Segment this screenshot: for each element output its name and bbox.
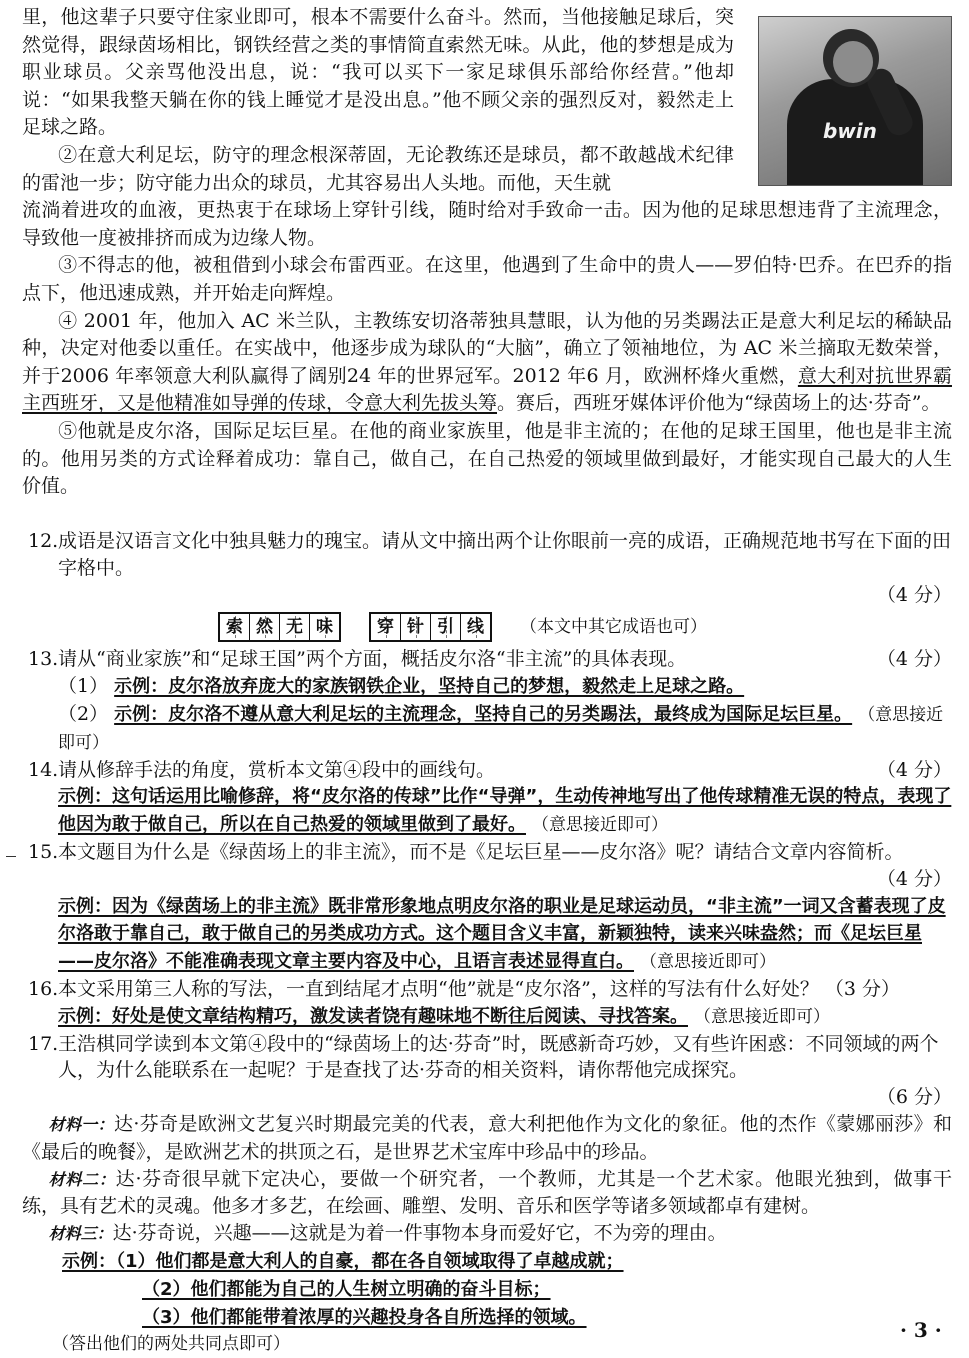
material-1 (22, 1111, 952, 1166)
question-points: （4 分） (876, 583, 952, 606)
question-14 (22, 757, 952, 784)
article-paragraph-1: 里，他这辈子只要守住家业即可，根本不需要什么奋斗。然而，当他接触足球后，突然觉得，跟绿茵场相比，钢铁经营之类的事情简直索然无味。从此，他的梦想是成为职业球员。父亲骂他没出息，说：“我可以买下一家足球俱乐部给你经营。”他却说：“如果我整天躺在你的钱上睡觉才是没出息。”他不顾父亲的强烈反对，毅然走上足球之路。 (22, 6, 734, 139)
p4-text-a: ④ 2001 年，他加入 AC 米兰队，主教练安切洛蒂独具慧眼，认为他的另类踢法正是意大利足坛的稀缺品种，决定对他委以重任。在实战中，他逐步成为球队的“大脑”，确立了领袖地位，为 AC 米兰摘取无数荣誉，并于2006 年率领意大利队赢得了阔别24 年的世界冠军。2012 年6 月，欧洲杯烽火重燃， (22, 309, 952, 387)
question-text: 请从“商业家族”和“足球王国”两个方面，概括皮尔洛“非主流”的具体表现。 (58, 648, 687, 671)
grid-cell: 然 (250, 614, 280, 640)
article-paragraph-2a: ②在意大利足坛，防守的理念根深蒂固，无论教练还是球员，都不敢越战术纪律的雷池一步；防守能力出众的球员，尤其容易出人头地。而他，天生就 (22, 143, 734, 194)
material-label: 材料一： (48, 1114, 114, 1134)
material-label: 材料二： (48, 1169, 116, 1189)
material-text: 达·芬奇是欧洲文艺复兴时期最完美的代表，意大利把他作为文化的象征。他的杰作《蒙娜丽莎》和《最后的晚餐》，是欧洲艺术的拱顶之石，是世界艺术宝库中珍品中的珍品。 (22, 1112, 952, 1163)
material-text: 达·芬奇很早就下定决心，要做一个研究者，一个教师，尤其是一个艺术家。他眼光独到，做事干练，具有艺术的灵魂。他多才多艺，在绘画、雕塑、发明、音乐和医学等诸多领域都卓有建树。 (22, 1167, 952, 1218)
idiom-grid-2 (369, 612, 492, 642)
question-section (22, 528, 952, 1358)
material-2 (22, 1166, 952, 1221)
question-points: （6 分） (876, 1086, 952, 1109)
q17-answer-1: 示例：（1）他们都是意大利人的自豪，都在各自领域取得了卓越成就； (62, 1250, 624, 1272)
p4-text-b: 。赛后，西班牙媒体评价他为“绿茵场上的达·芬奇”。 (497, 392, 941, 415)
idiom-grid-row (218, 612, 952, 642)
material-3 (22, 1220, 952, 1248)
answer-text: 示例：好处是使文章结构精巧，激发读者饶有趣味地不断往后阅读、寻找答案。 (58, 1005, 688, 1027)
question-17 (22, 1031, 952, 1111)
question-number: 12. (28, 530, 59, 552)
page-number: · 3 · (900, 1318, 942, 1342)
grid-note: （本文中其它成语也可） (520, 616, 707, 637)
margin-mark (6, 856, 16, 857)
q15-answer (22, 893, 952, 976)
answer-text: 示例：这句话运用比喻修辞，将“皮尔洛的传球”比作“导弹”，生动传神地写出了他传球精准无误的特点，表现了他因为敢于做自己，所以在自己热爱的领域里做到了最好。 (58, 786, 952, 836)
question-number: 15. (28, 840, 59, 863)
q17-footer-note: （答出他们的两处共同点即可） (52, 1334, 290, 1355)
q16-answer (22, 1003, 952, 1031)
answer-note: （意思接近即可） (58, 704, 944, 753)
answer-note: （意思接近即可） (640, 952, 777, 973)
question-12 (22, 528, 952, 608)
answer-text: 示例：皮尔洛不遵从意大利足坛的主流理念，坚持自己的另类踢法，最终成为国际足坛巨星。 (114, 703, 853, 725)
question-text: 成语是汉语言文化中独具魅力的瑰宝。请从文中摘出两个让你眼前一亮的成语，正确规范地书写在下面的田字格中。 (58, 530, 952, 579)
material-label: 材料三： (48, 1224, 113, 1244)
question-points: （3 分） (824, 977, 901, 1000)
question-number: 13. (28, 648, 59, 671)
answer-label: （2） (58, 702, 109, 725)
q14-answer (22, 783, 952, 839)
question-number: 14. (28, 758, 59, 781)
grid-cell: 线 (461, 614, 490, 640)
grid-cell: 穿 (371, 614, 401, 640)
question-text: 本文采用第三人称的写法，一直到结尾才点明“他”就是“皮尔洛”，这样的写法有什么好处？ (58, 977, 819, 1000)
question-15 (22, 839, 952, 893)
question-text: 王浩棋同学读到本文第④段中的“绿茵场上的达·芬奇”时，既感新奇巧妙，又有些许困惑：不同领域的两个人，为什么能联系在一起呢？于是查找了达·芬奇的相关资料，请你帮他完成探究。 (58, 1032, 939, 1082)
grid-cell: 索 (220, 614, 250, 640)
question-points: （4 分） (876, 648, 952, 671)
question-points: （4 分） (876, 867, 952, 890)
answer-text: 示例：皮尔洛放弃庞大的家族钢铁企业，坚持自己的梦想，毅然走上足球之路。 (114, 676, 745, 698)
answer-text: 示例：因为《绿茵场上的非主流》既非常形象地点明皮尔洛的职业是足球运动员，“非主流”一词又含蓄表现了皮尔洛敢于靠自己，敢于做自己的另类成功方式。这个题目含义丰富，新颖独特，读来兴味盎然；而《足坛巨星——皮尔洛》不能准确表现文章主要内容及中心，且语言表述显得直白。 (58, 895, 946, 973)
photo-sponsor-text: bwin (823, 119, 877, 143)
q17-answer-3: （3）他们都能带着浓厚的兴趣投身各自所选择的领域。 (142, 1306, 587, 1328)
article-paragraph-4 (22, 308, 952, 418)
question-13 (22, 646, 952, 673)
q17-answers (22, 1248, 952, 1331)
article-paragraph-5: ⑤他就是皮尔洛，国际足坛巨星。在他的商业家族里，他是非主流的；在他的足球王国里，他也是非主流的。他用另类的方式诠释着成功：靠自己，做自己，在自己热爱的领域里做到最好，才能实现自己最大的人生价值。 (22, 419, 952, 498)
article-paragraph-2b: 流淌着进攻的血液，更热衷于在球场上穿针引线，随时给对手致命一击。因为他的足球思想违背了主流理念，导致他一度被排挤而成为边缘人物。 (22, 199, 952, 249)
article-body (22, 4, 952, 501)
answer-note: （意思接近即可） (694, 1006, 831, 1027)
question-points: （4 分） (876, 758, 952, 781)
question-text: 本文题目为什么是《绿茵场上的非主流》，而不是《足坛巨星——皮尔洛》呢？请结合文章内容简析。 (58, 840, 904, 863)
idiom-grid-1 (218, 612, 341, 642)
q17-answer-2: （2）他们都能为自己的人生树立明确的奋斗目标； (142, 1278, 551, 1300)
q13-answer-1 (22, 673, 952, 701)
question-number: 16. (28, 977, 59, 1000)
article-paragraph-3: ③不得志的他，被租借到小球会布雷西亚。在这里，他遇到了生命中的贵人——罗伯特·巴乔。在巴乔的指点下，他迅速成熟，并开始走向辉煌。 (22, 254, 952, 304)
material-text: 达·芬奇说，兴趣——这就是为着一件事物本身而爱好它，不为旁的理由。 (112, 1222, 727, 1245)
grid-cell: 味 (310, 614, 339, 640)
answer-label: （1） (58, 675, 109, 698)
grid-cell: 针 (401, 614, 431, 640)
answer-note: （意思接近即可） (532, 815, 669, 836)
p4-underlined-sentence: 意大利对抗世界霸主西班牙，又是他精准如导弹的传球，令意大利先拔头筹 (22, 364, 952, 415)
question-text: 请从修辞手法的角度，赏析本文第④段中的画线句。 (58, 758, 496, 781)
q13-answer-2 (22, 701, 952, 757)
question-number: 17. (28, 1032, 59, 1055)
grid-cell: 引 (431, 614, 461, 640)
grid-cell: 无 (280, 614, 310, 640)
question-16 (22, 976, 952, 1003)
